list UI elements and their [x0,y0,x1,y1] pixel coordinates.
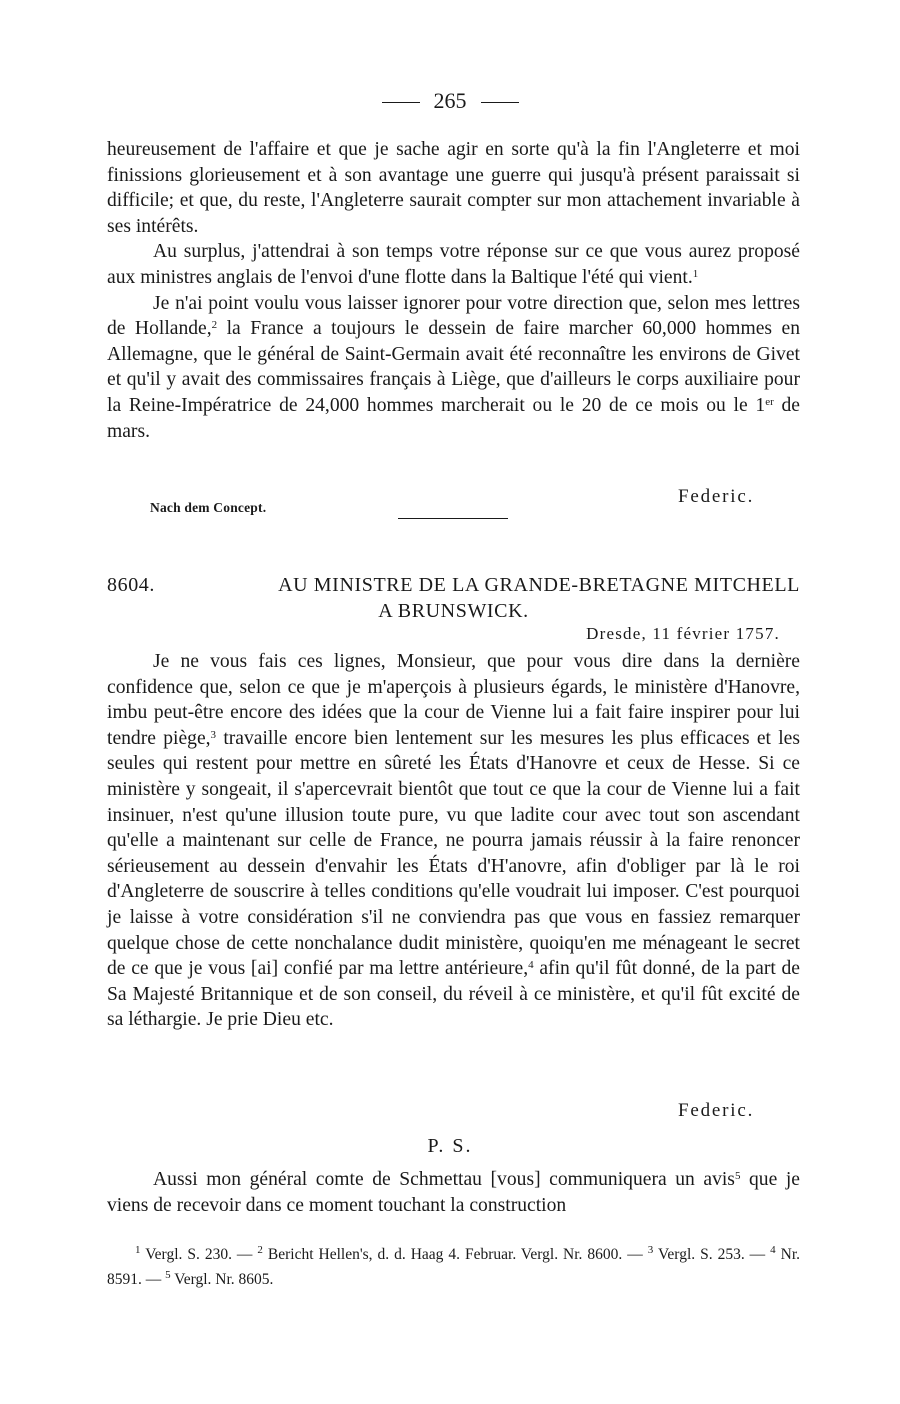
letter-continuation [107,137,800,444]
letter-number: 8604. [107,574,155,596]
footnote-text: Nr. 8591. — [107,1246,801,1288]
paragraph-text: Au surplus, j'attendrai à son temps votre réponse sur ce que vous aurez proposé aux ministres anglais de l'envoi d'une flotte dans la Baltique l'été qui vient. [107,241,800,288]
paragraph-text: de mars. [107,394,800,442]
footnote-mark: 3 [647,1244,654,1256]
footnote-mark: 4 [528,959,534,972]
header-dash-left [382,102,420,103]
letter-heading [107,572,800,624]
paragraph-text: que je viens de recevoir dans ce moment touchant la construction [107,1169,800,1216]
header-dash-right [481,102,519,103]
paragraph-text: Aussi mon général comte de Schmettau [vous] communiquera un avis [153,1169,735,1190]
letter-body [107,649,800,1033]
footnote-mark: 4 [770,1244,776,1256]
source-note: Nach dem Concept. [150,500,267,515]
paragraph [107,1167,800,1218]
footnote-text: Vergl. S. 230. — [145,1246,253,1263]
signature: Federic. [678,486,755,507]
paragraph-text: Je ne vous fais ces lignes, Monsieur, que pour vous dire dans la dernière confidence que, selon ce que je m'aperçois à plusieurs égards, le ministère d'Hanovre, imbu peut-être encore des idées que la cour de Vienne lui a fait faire inspirer pour lui tendre piège, [107,651,800,749]
footnote-mark: 5 [165,1269,171,1281]
page-number: 265 [433,88,467,113]
paragraph-text: travaille encore bien lentement sur les mesures les plus efficaces et les seules qui restent pour mettre en sûreté les États d'Hanovre et ceux de Hesse. Si ce ministère y songeait, il s'apercevrait bientôt que tout ce que la cour de Vienne lui a fait insinuer, n'est qu'une illusion toute pure, vu que ladite cour avec tout son ascendant qu'elle a maintenant sur celle de France, ne pourra jamais réussir à la faire renoncer sérieusement au dessein d'envahir les États d'H'anovre, afin d'obliger par là le roi d'Angleterre de souscrire à telles conditions qu'elle voudrait lui imposer. C'est pourquoi je laisse à votre considération s'il ne conviendra pas que vous en fassiez remarquer quelque chose de cette nonchalance dudit ministère, quoiqu'en me ménageant le secret de ce que je vous [ai] confié par ma lettre antérieure, [107,727,800,980]
footnote-mark: 2 [211,319,218,332]
paragraph [107,649,800,1033]
paragraph [107,291,800,445]
paragraph: heureusement de l'affaire et que je sache agir en sorte qu'à la fin l'Angleterre et moi finissions glorieusement et à son avantage une guerre qui jusqu'à présent paraissait si difficile; et que, du reste, l'Angleterre saurait compter sur mon attachement invariable à ses intérêts. [107,139,800,237]
paragraph-text: 1 [755,394,766,416]
footnote-text: Vergl. S. 253. — [657,1246,766,1263]
ordinal-suffix: er [765,395,774,408]
letter-title-line2: A BRUNSWICK. [378,600,529,622]
paragraph-text: la France a toujours le dessein de faire marcher 60,000 hommes en Allemagne, que le général de Saint-Germain avait été reconnaître les environs de Givet et qu'il y avait des commissaires français à Liège, que d'ailleurs le corps auxiliaire pour la Reine-Impératrice de 24,000 hommes marcherait ou le 20 de ce mois ou le [107,318,800,416]
footnote-block [107,1242,800,1292]
footnote-mark: 3 [210,728,217,741]
paragraph-text: afin qu'il fût donné, de la part de Sa Majesté Britannique et de son conseil, du réveil à ce ministère, et qu'il fût excité de sa léthargie. Je prie Dieu etc. [107,958,800,1031]
footnote-mark: 2 [257,1244,263,1256]
footnote-mark: 1 [692,267,699,280]
postscript-heading: P. S. [427,1135,473,1157]
footnote-text: Bericht Hellen's, d. d. Haag 4. Februar. Vergl. Nr. 8600. — [267,1246,643,1263]
page-header [0,88,900,114]
footnotes [107,1242,800,1292]
footnote-text: Vergl. Nr. 8605. [174,1271,274,1288]
paragraph-text: Je n'ai point voulu vous laisser ignorer pour votre direction que, selon mes lettres de Hollande, [107,292,800,340]
signature: Federic. [678,1100,755,1121]
postscript-body [107,1167,800,1218]
letter-title-line1: AU MINISTRE DE LA GRANDE-BRETAGNE MITCHELL [278,574,800,596]
paragraph [107,239,800,290]
footnote-mark: 5 [734,1170,741,1182]
section-divider [398,518,508,519]
footnote-mark: 1 [135,1244,141,1256]
dateline: Dresde, 11 février 1757. [586,624,780,643]
